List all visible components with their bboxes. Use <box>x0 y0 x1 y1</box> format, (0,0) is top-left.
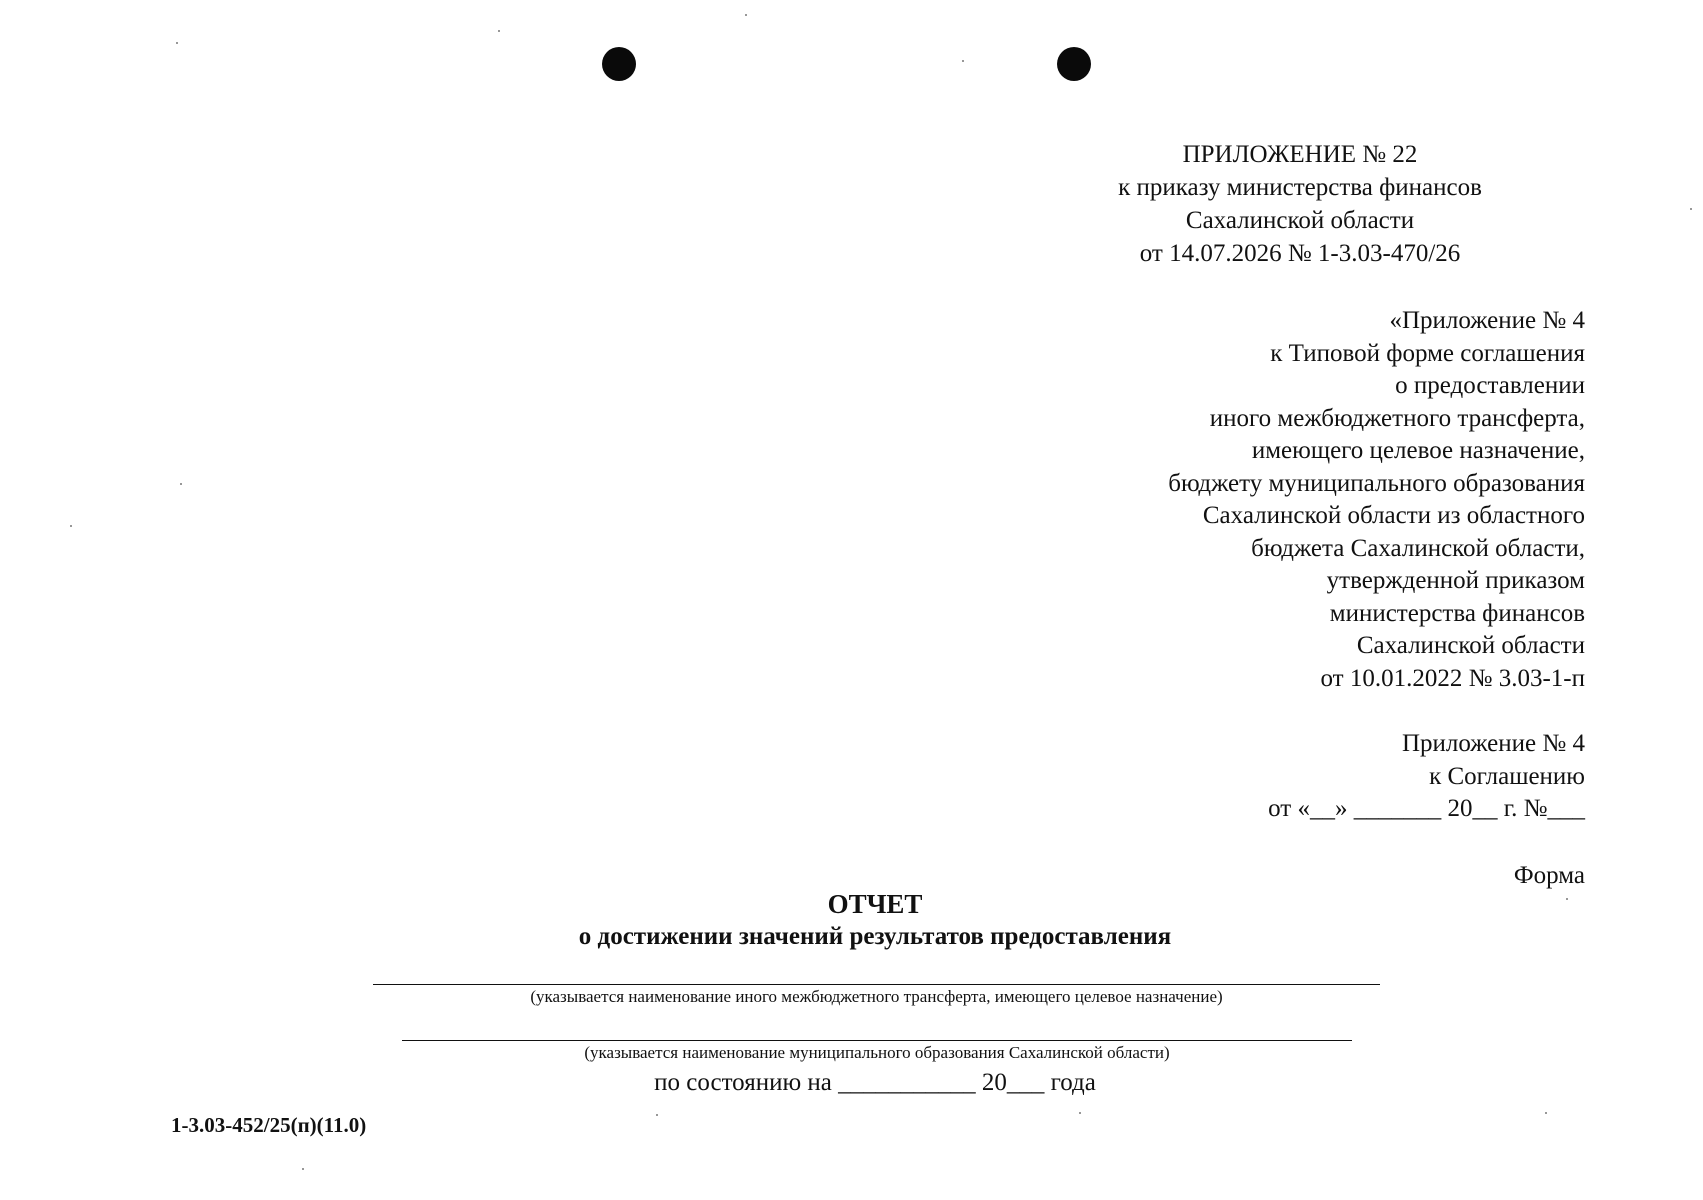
annex-line: иного межбюджетного трансферта, <box>1209 404 1585 432</box>
header-line: к приказу министерства финансов <box>1118 174 1482 201</box>
header-line: от 14.07.2026 № 1-3.03-470/26 <box>1139 240 1461 267</box>
scan-speck <box>1079 1112 1081 1114</box>
agreement-reference <box>885 728 1585 826</box>
annex-line: о предоставлении <box>1395 372 1585 399</box>
annex-line: «Приложение № 4 <box>1389 307 1585 334</box>
scan-speck <box>302 1168 304 1170</box>
municipality-name-caption: (указывается наименование муниципального образования Сахалинской области) <box>584 1043 1170 1062</box>
annex-line: Сахалинской области <box>1356 632 1585 659</box>
scan-speck <box>656 1114 658 1116</box>
scan-speck <box>176 42 178 44</box>
order-header <box>1000 138 1600 270</box>
header-line: Сахалинской области <box>1185 207 1415 234</box>
report-title: ОТЧЕТ <box>827 889 923 919</box>
annex-line: бюджету муниципального образования <box>1168 469 1585 497</box>
municipality-name-line <box>402 1040 1352 1041</box>
scan-speck <box>180 483 182 485</box>
punch-hole-right <box>1057 47 1091 81</box>
annex-line: к Типовой форме соглашения <box>1270 339 1585 367</box>
scan-speck <box>962 60 964 62</box>
scan-speck <box>1545 1112 1547 1114</box>
scan-speck <box>1690 208 1692 210</box>
document-code: 1-3.03-452/25(п)(11.0) <box>171 1113 367 1137</box>
agreement-line: Приложение № 4 <box>1401 730 1585 757</box>
scan-speck <box>498 30 500 32</box>
annex-line: от 10.01.2022 № 3.03-1-п <box>1320 664 1585 692</box>
form-label: Форма <box>1513 862 1585 889</box>
annex-line: имеющего целевое назначение, <box>1251 437 1585 464</box>
transfer-name-line <box>373 984 1380 985</box>
header-line: ПРИЛОЖЕНИЕ № 22 <box>1182 141 1418 168</box>
annex-line: утвержденной приказом <box>1326 567 1585 594</box>
agreement-line: от «__» _______ 20__ г. №___ <box>1268 795 1585 822</box>
scan-speck <box>70 525 72 527</box>
scan-speck <box>745 14 747 16</box>
transfer-name-caption: (указывается наименование иного межбюджетного трансферта, имеющего целевое назначение) <box>530 987 1223 1006</box>
scan-speck <box>1566 898 1568 900</box>
punch-hole-left <box>602 47 636 81</box>
annex-line: министерства финансов <box>1329 599 1585 627</box>
agreement-line: к Соглашению <box>1429 762 1585 790</box>
annex-line: Сахалинской области из областного <box>1202 502 1585 529</box>
annex-line: бюджета Сахалинской области, <box>1251 534 1585 562</box>
report-subtitle: о достижении значений результатов предоставления <box>578 923 1172 950</box>
report-date-line: по состоянию на ___________ 20___ года <box>654 1069 1096 1096</box>
annex-reference <box>885 305 1585 695</box>
